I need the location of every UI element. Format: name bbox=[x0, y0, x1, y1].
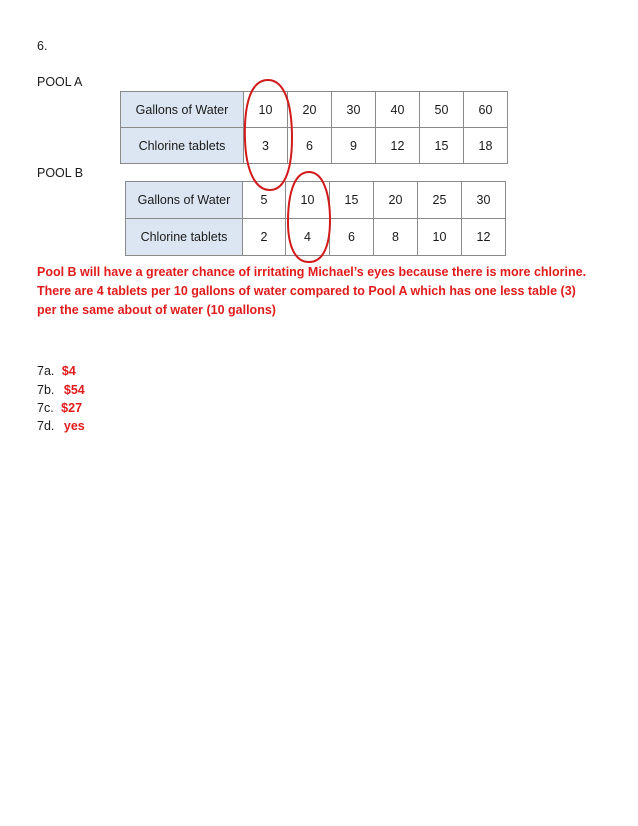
pool-b-table bbox=[125, 181, 506, 256]
pool-b-gallons-cell: 10 bbox=[286, 182, 330, 219]
pool-a-tablets-cell: 15 bbox=[420, 128, 464, 164]
pool-b-tablets-cell: 8 bbox=[374, 219, 418, 256]
answer-7a bbox=[37, 363, 76, 379]
answer-6-line: per the same about of water (10 gallons) bbox=[37, 303, 276, 317]
pool-a-gallons-cell: 30 bbox=[332, 92, 376, 128]
pool-a-gallons-cell: 50 bbox=[420, 92, 464, 128]
pool-b-tablets-cell: 2 bbox=[243, 219, 286, 256]
pool-b-tablets-cell: 4 bbox=[286, 219, 330, 256]
pool-b-gallons-cell: 20 bbox=[374, 182, 418, 219]
answer-7c-label: 7c. bbox=[37, 401, 54, 415]
answer-6-paragraph bbox=[37, 263, 617, 320]
pool-b-gallons-cell: 15 bbox=[330, 182, 374, 219]
pool-a-label: POOL A bbox=[37, 75, 83, 89]
pool-a-gallons-cell: 20 bbox=[288, 92, 332, 128]
pool-b-tablets-row bbox=[126, 219, 506, 256]
pool-a-tablets-header: Chlorine tablets bbox=[121, 128, 244, 164]
pool-a-tablets-cell: 12 bbox=[376, 128, 420, 164]
answer-7d bbox=[37, 418, 85, 434]
pool-a-tablets-cell: 3 bbox=[244, 128, 288, 164]
pool-a-table bbox=[120, 91, 508, 164]
answer-6-line: Pool B will have a greater chance of irritating Michael’s eyes because there is more chlorine. bbox=[37, 265, 587, 279]
pool-b-gallons-cell: 5 bbox=[243, 182, 286, 219]
pool-a-gallons-cell: 60 bbox=[464, 92, 508, 128]
answer-7d-value: yes bbox=[63, 419, 85, 433]
answer-7b-label: 7b. bbox=[37, 383, 55, 397]
answer-7b bbox=[37, 382, 85, 398]
pool-b-tablets-cell: 6 bbox=[330, 219, 374, 256]
pool-a-gallons-row bbox=[121, 92, 508, 128]
pool-b-gallons-row bbox=[126, 182, 506, 219]
pool-a-gallons-header: Gallons of Water bbox=[121, 92, 244, 128]
pool-b-gallons-cell: 25 bbox=[418, 182, 462, 219]
answer-7a-label: 7a. bbox=[37, 364, 55, 378]
pool-b-tablets-header: Chlorine tablets bbox=[126, 219, 243, 256]
pool-a-gallons-cell: 10 bbox=[244, 92, 288, 128]
pool-b-tablets-cell: 10 bbox=[418, 219, 462, 256]
pool-a-tablets-cell: 18 bbox=[464, 128, 508, 164]
pool-b-tablets-cell: 12 bbox=[462, 219, 506, 256]
pool-b-gallons-header: Gallons of Water bbox=[126, 182, 243, 219]
answer-7d-label: 7d. bbox=[37, 419, 55, 433]
question-number: 6. bbox=[37, 39, 48, 53]
pool-b-label: POOL B bbox=[37, 166, 84, 180]
answer-7b-value: $54 bbox=[63, 383, 85, 397]
pool-a-gallons-cell: 40 bbox=[376, 92, 420, 128]
pool-b-gallons-cell: 30 bbox=[462, 182, 506, 219]
answer-6-line: There are 4 tablets per 10 gallons of water compared to Pool A which has one less table (3) bbox=[37, 284, 576, 298]
answer-7a-value: $4 bbox=[61, 364, 76, 378]
answer-7c bbox=[37, 400, 82, 416]
pool-a-tablets-cell: 6 bbox=[288, 128, 332, 164]
pool-a-tablets-row bbox=[121, 128, 508, 164]
answer-7c-value: $27 bbox=[61, 401, 83, 415]
pool-a-tablets-cell: 9 bbox=[332, 128, 376, 164]
